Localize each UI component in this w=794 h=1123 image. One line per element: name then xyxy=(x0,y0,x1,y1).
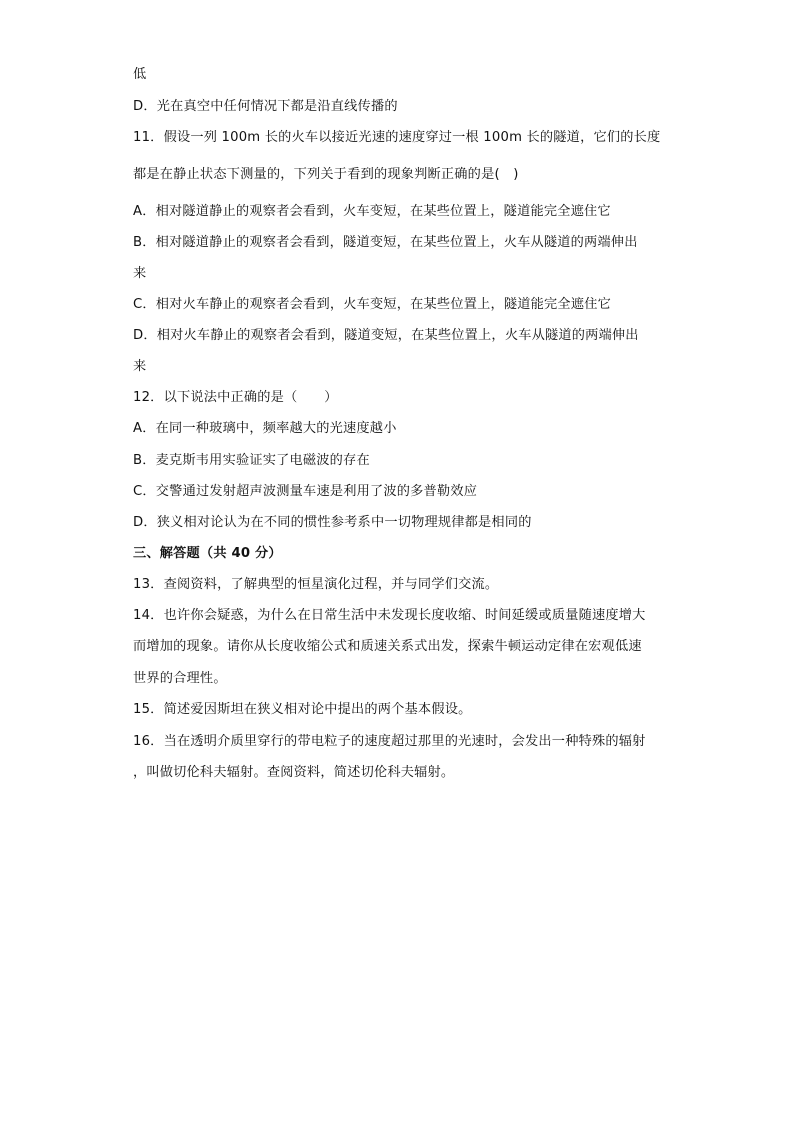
option-a-q11: A．相对隧道静止的观察者会看到，火车变短，在某些位置上，隧道能完全遮住它 xyxy=(133,204,611,219)
question-13: 13．查阅资料，了解典型的恒星演化过程，并与同学们交流。 xyxy=(133,577,499,592)
option-b-q12: B．麦克斯韦用实验证实了电磁波的存在 xyxy=(133,453,370,468)
option-b-q11-line-1: B．相对隧道静止的观察者会看到，隧道变短，在某些位置上，火车从隧道的两端伸出 xyxy=(133,235,638,250)
question-15: 15．简述爱因斯坦在狭义相对论中提出的两个基本假设。 xyxy=(133,702,472,717)
option-d-q11-line-1: D．相对火车静止的观察者会看到，隧道变短，在某些位置上，火车从隧道的两端伸出 xyxy=(133,328,639,343)
option-b-q11-line-2: 来 xyxy=(133,266,147,281)
section-heading: 三、解答题（共 40 分） xyxy=(133,546,282,561)
option-d-q10: D．光在真空中任何情况下都是沿直线传播的 xyxy=(133,99,398,114)
question-14-line-1: 14．也许你会疑惑，为什么在日常生活中未发现长度收缩、时间延缓或质量随速度增大 xyxy=(133,608,646,623)
question-14-line-3: 世界的合理性。 xyxy=(133,671,227,686)
option-d-q12: D．狭义相对论认为在不同的惯性参考系中一切物理规律都是相同的 xyxy=(133,515,532,530)
question-12-stem: 12．以下说法中正确的是（ ） xyxy=(133,390,338,405)
question-16-line-2: ，叫做切伦科夫辐射。查阅资料，简述切伦科夫辐射。 xyxy=(133,765,455,780)
question-11-stem-line-1: 11．假设一列 100m 长的火车以接近光速的速度穿过一根 100m 长的隧道，它们的长度 xyxy=(133,130,661,145)
option-c-q12: C．交警通过发射超声波测量车速是利用了波的多普勒效应 xyxy=(133,484,478,499)
question-14-line-2: 而增加的现象。请你从长度收缩公式和质速关系式出发，探索牛顿运动定律在宏观低速 xyxy=(133,639,642,654)
option-c-q11: C．相对火车静止的观察者会看到，火车变短，在某些位置上，隧道能完全遮住它 xyxy=(133,297,611,312)
text-line-continuation: 低 xyxy=(133,67,147,82)
option-a-q12: A．在同一种玻璃中，频率越大的光速度越小 xyxy=(133,421,397,436)
question-16-line-1: 16．当在透明介质里穿行的带电粒子的速度超过那里的光速时，会发出一种特殊的辐射 xyxy=(133,734,646,749)
question-11-stem-line-2: 都是在静止状态下测量的，下列关于看到的现象判断正确的是( ) xyxy=(133,167,519,182)
option-d-q11-line-2: 来 xyxy=(133,359,147,374)
